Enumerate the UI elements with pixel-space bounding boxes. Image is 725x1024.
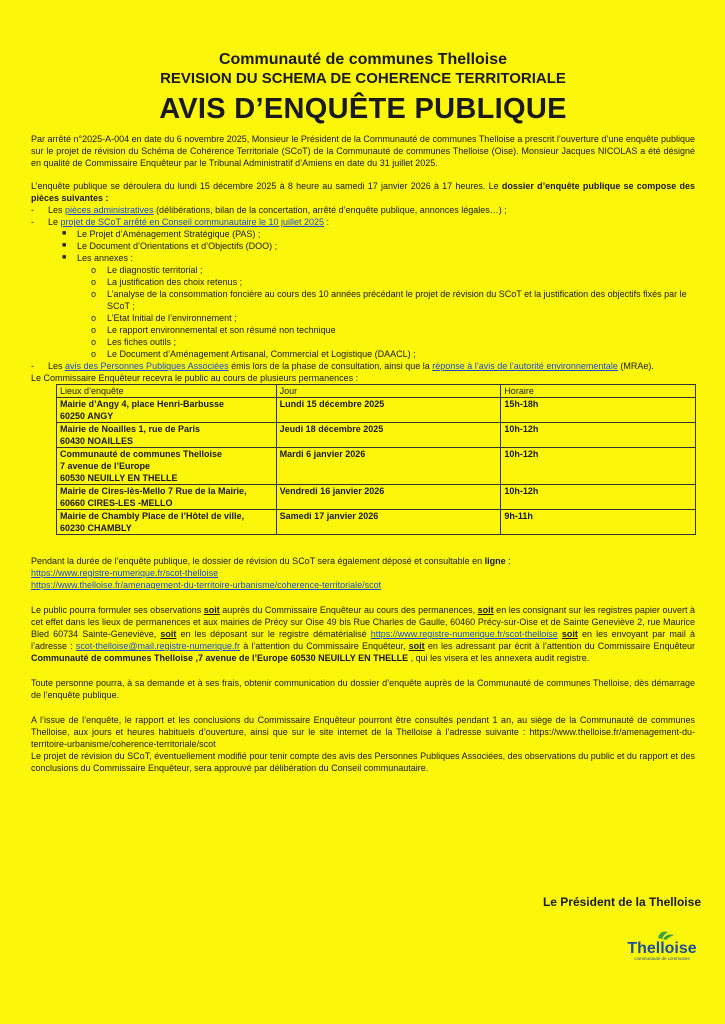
observations-paragraph: Le public pourra formuler ses observations soit auprès du Commissaire Enquêteur au cours des permanences, soit en les consignant sur les registres papier ouvert à cet effet dans les lieux de permanences et aux mairies de Précy sur Oise 49 bis Rue Charles de Gaulle, 60460 Précy-sur-Oise et de Sainte Geneviève 2, rue Maurice Bled 60734 Sainte-Geneviève, soit en les déposant sur le registre dématérialisé https://www.registre-numerique.fr/scot-thelloise soit en les envoyant par mail à l’adresse : scot-thelloise@mail.registre-numerique.fr à l’attention du Commissaire Enquêteur, soit en les adressant par écrit à l’attention du Commissaire Enquêteur Communauté de communes Thelloise ,7 avenue de l’Europe 60530 NEUILLY EN THELLE , qui les visera et les annexera audit registre. [31, 605, 695, 663]
page-title: AVIS D’ENQUÊTE PUBLIQUE [159, 93, 567, 125]
registre-link-2[interactable]: https://www.registre-numerique.fr/scot-thelloise [370, 629, 558, 639]
signature: Le Président de la Thelloise [542, 895, 701, 909]
online-paragraph: Pendant la durée de l’enquête publique, le dossier de révision du SCoT sera également déposé et consultable en ligne : [31, 556, 511, 566]
list-item: ■ Le Document d’Orientations et d’Objectifs (DOO) ; [62, 241, 278, 251]
list-item: o Le Document d’Aménagement Artisanal, Commercial et Logistique (DAACL) ; [91, 349, 416, 359]
place-cell: Mairie de Cires-lès-Mello 7 Rue de la Mairie, 60660 CIRES-LES -MELLO [57, 485, 277, 510]
communication-paragraph: Toute personne pourra, à sa demande et à ses frais, obtenir communication du dossier d’enquête auprès de la Communauté de communes Thelloise, dès démarrage de l’enquête publique. [31, 678, 695, 700]
column-header: Horaire [501, 385, 696, 398]
time-cell: 15h-18h [501, 398, 696, 423]
mail-link[interactable]: scot-thelloise@mail.registre-numerique.fr [75, 641, 241, 651]
thelloise-logo [622, 928, 702, 968]
list-item: o Le rapport environnemental et son résumé non technique [91, 325, 336, 335]
intro-paragraph: Par arrêté n°2025-A-004 en date du 6 novembre 2025, Monsieur le Président de la Communauté de communes Thelloise a prescrit l’ouverture d’une enquête publique sur le projet de révision du Schéma de Cohérence Territoriale (SCoT) de la Communauté de communes Thelloise (Oise). Monsieur Jacques NICOLAS a été désigné en qualité de Commissaire Enquêteur par le Tribunal Administratif d’Amiens en date du 31 juillet 2025. [31, 134, 695, 168]
logo-tagline: communauté de communes [634, 956, 690, 961]
table-row [57, 485, 696, 510]
time-cell: 10h-12h [501, 448, 696, 485]
ppa-avis-link[interactable]: avis des Personnes Publiques Associées [65, 361, 229, 371]
place-cell: Communauté de communes Thelloise 7 avenue de l’Europe 60530 NEUILLY EN THELLE [57, 448, 277, 485]
table-row [57, 510, 696, 535]
scot-project-link[interactable]: projet de SCoT arrêté en Conseil communautaire le 10 juillet 2025 [60, 217, 324, 227]
table-row [57, 423, 696, 448]
table-row [57, 398, 696, 423]
place-cell: Mairie de Chambly Place de l’Hôtel de ville, 60230 CHAMBLY [57, 510, 277, 535]
approval-paragraph: Le projet de révision du SCoT, éventuellement modifié pour tenir compte des avis des Personnes Publiques Associées, des observations du public et du rapport et des conclusions du Commissaire Enquêteur, sera approuvé par délibération du Conseil communautaire. [31, 751, 695, 773]
dates-paragraph: L’enquête publique se déroulera du lundi 15 décembre 2025 à 8 heure au samedi 17 janvier 2026 à 17 heures. Le dossier d’enquête publique se compose des pièces suivantes : [31, 181, 695, 203]
list-item: - Les pièces administratives (délibérations, bilan de la concertation, arrêté d’enquête publique, annonces légales…) ; [31, 205, 507, 215]
mrae-response-link[interactable]: réponse à l’avis de l’autorité environnementale [432, 361, 618, 371]
list-item: ■ Le Projet d’Aménagement Stratégique (PAS) ; [62, 229, 261, 239]
day-cell: Vendredi 16 janvier 2026 [276, 485, 501, 510]
list-item: o La justification des choix retenus ; [91, 277, 243, 287]
permanences-table [56, 384, 696, 535]
column-header: Lieux d’enquête [57, 385, 277, 398]
logo-name: Thelloise [627, 940, 697, 957]
table-header-row [57, 385, 696, 398]
subject-heading: REVISION DU SCHEMA DE COHERENCE TERRITORIALE [160, 70, 566, 87]
permanences-intro: Le Commissaire Enquêteur recevra le public au cours de plusieurs permanences : [31, 373, 359, 383]
list-item: o L’Etat Initial de l’environnement ; [91, 313, 237, 323]
place-cell: Mairie de Noailles 1, rue de Paris 60430 NOAILLES [57, 423, 277, 448]
list-item: o Les fiches outils ; [91, 337, 177, 347]
place-cell: Mairie d’Angy 4, place Henri-Barbusse 60250 ANGY [57, 398, 277, 423]
table-row [57, 448, 696, 485]
thelloise-scot-link[interactable]: https://www.thelloise.fr/amenagement-du-territoire-urbanisme/coherence-territoriale/scot [31, 580, 382, 590]
list-item: o Le diagnostic territorial ; [91, 265, 203, 275]
list-item: - Le projet de SCoT arrêté en Conseil communautaire le 10 juillet 2025 : [31, 217, 330, 227]
day-cell: Samedi 17 janvier 2026 [276, 510, 501, 535]
list-item: - Les avis des Personnes Publiques Associées émis lors de la phase de consultation, ainsi que la réponse à l’avis de l’autorité environnementale (MRAe). [31, 361, 654, 371]
day-cell: Mardi 6 janvier 2026 [276, 448, 501, 485]
list-item: ■ Les annexes : [62, 253, 134, 263]
day-cell: Jeudi 18 décembre 2025 [276, 423, 501, 448]
column-header: Jour [276, 385, 501, 398]
notice-page [31, 50, 695, 774]
org-heading: Communauté de communes Thelloise [218, 51, 508, 68]
time-cell: 10h-12h [501, 423, 696, 448]
conclusion-paragraph: A l’issue de l’enquête, le rapport et les conclusions du Commissaire Enquêteur pourront être consultés pendant 1 an, au siège de la Communauté de communes Thelloise, aux jours et heures habituels d’ouverture, ainsi que sur le site internet de la Thelloise à l’adresse suivante : https://www.thelloise.fr/amenagement-du-territoire-urbanisme/coherence-territoriale/scot [31, 715, 695, 749]
list-item: o L’analyse de la consommation foncière au cours des 10 années précédant le projet de révision du SCoT et la justification des objectifs fixés par le SCoT ; [91, 289, 687, 311]
registre-link[interactable]: https://www.registre-numerique.fr/scot-thelloise [31, 568, 219, 578]
day-cell: Lundi 15 décembre 2025 [276, 398, 501, 423]
time-cell: 10h-12h [501, 485, 696, 510]
time-cell: 9h-11h [501, 510, 696, 535]
pieces-admin-link[interactable]: pièces administratives [65, 205, 154, 215]
